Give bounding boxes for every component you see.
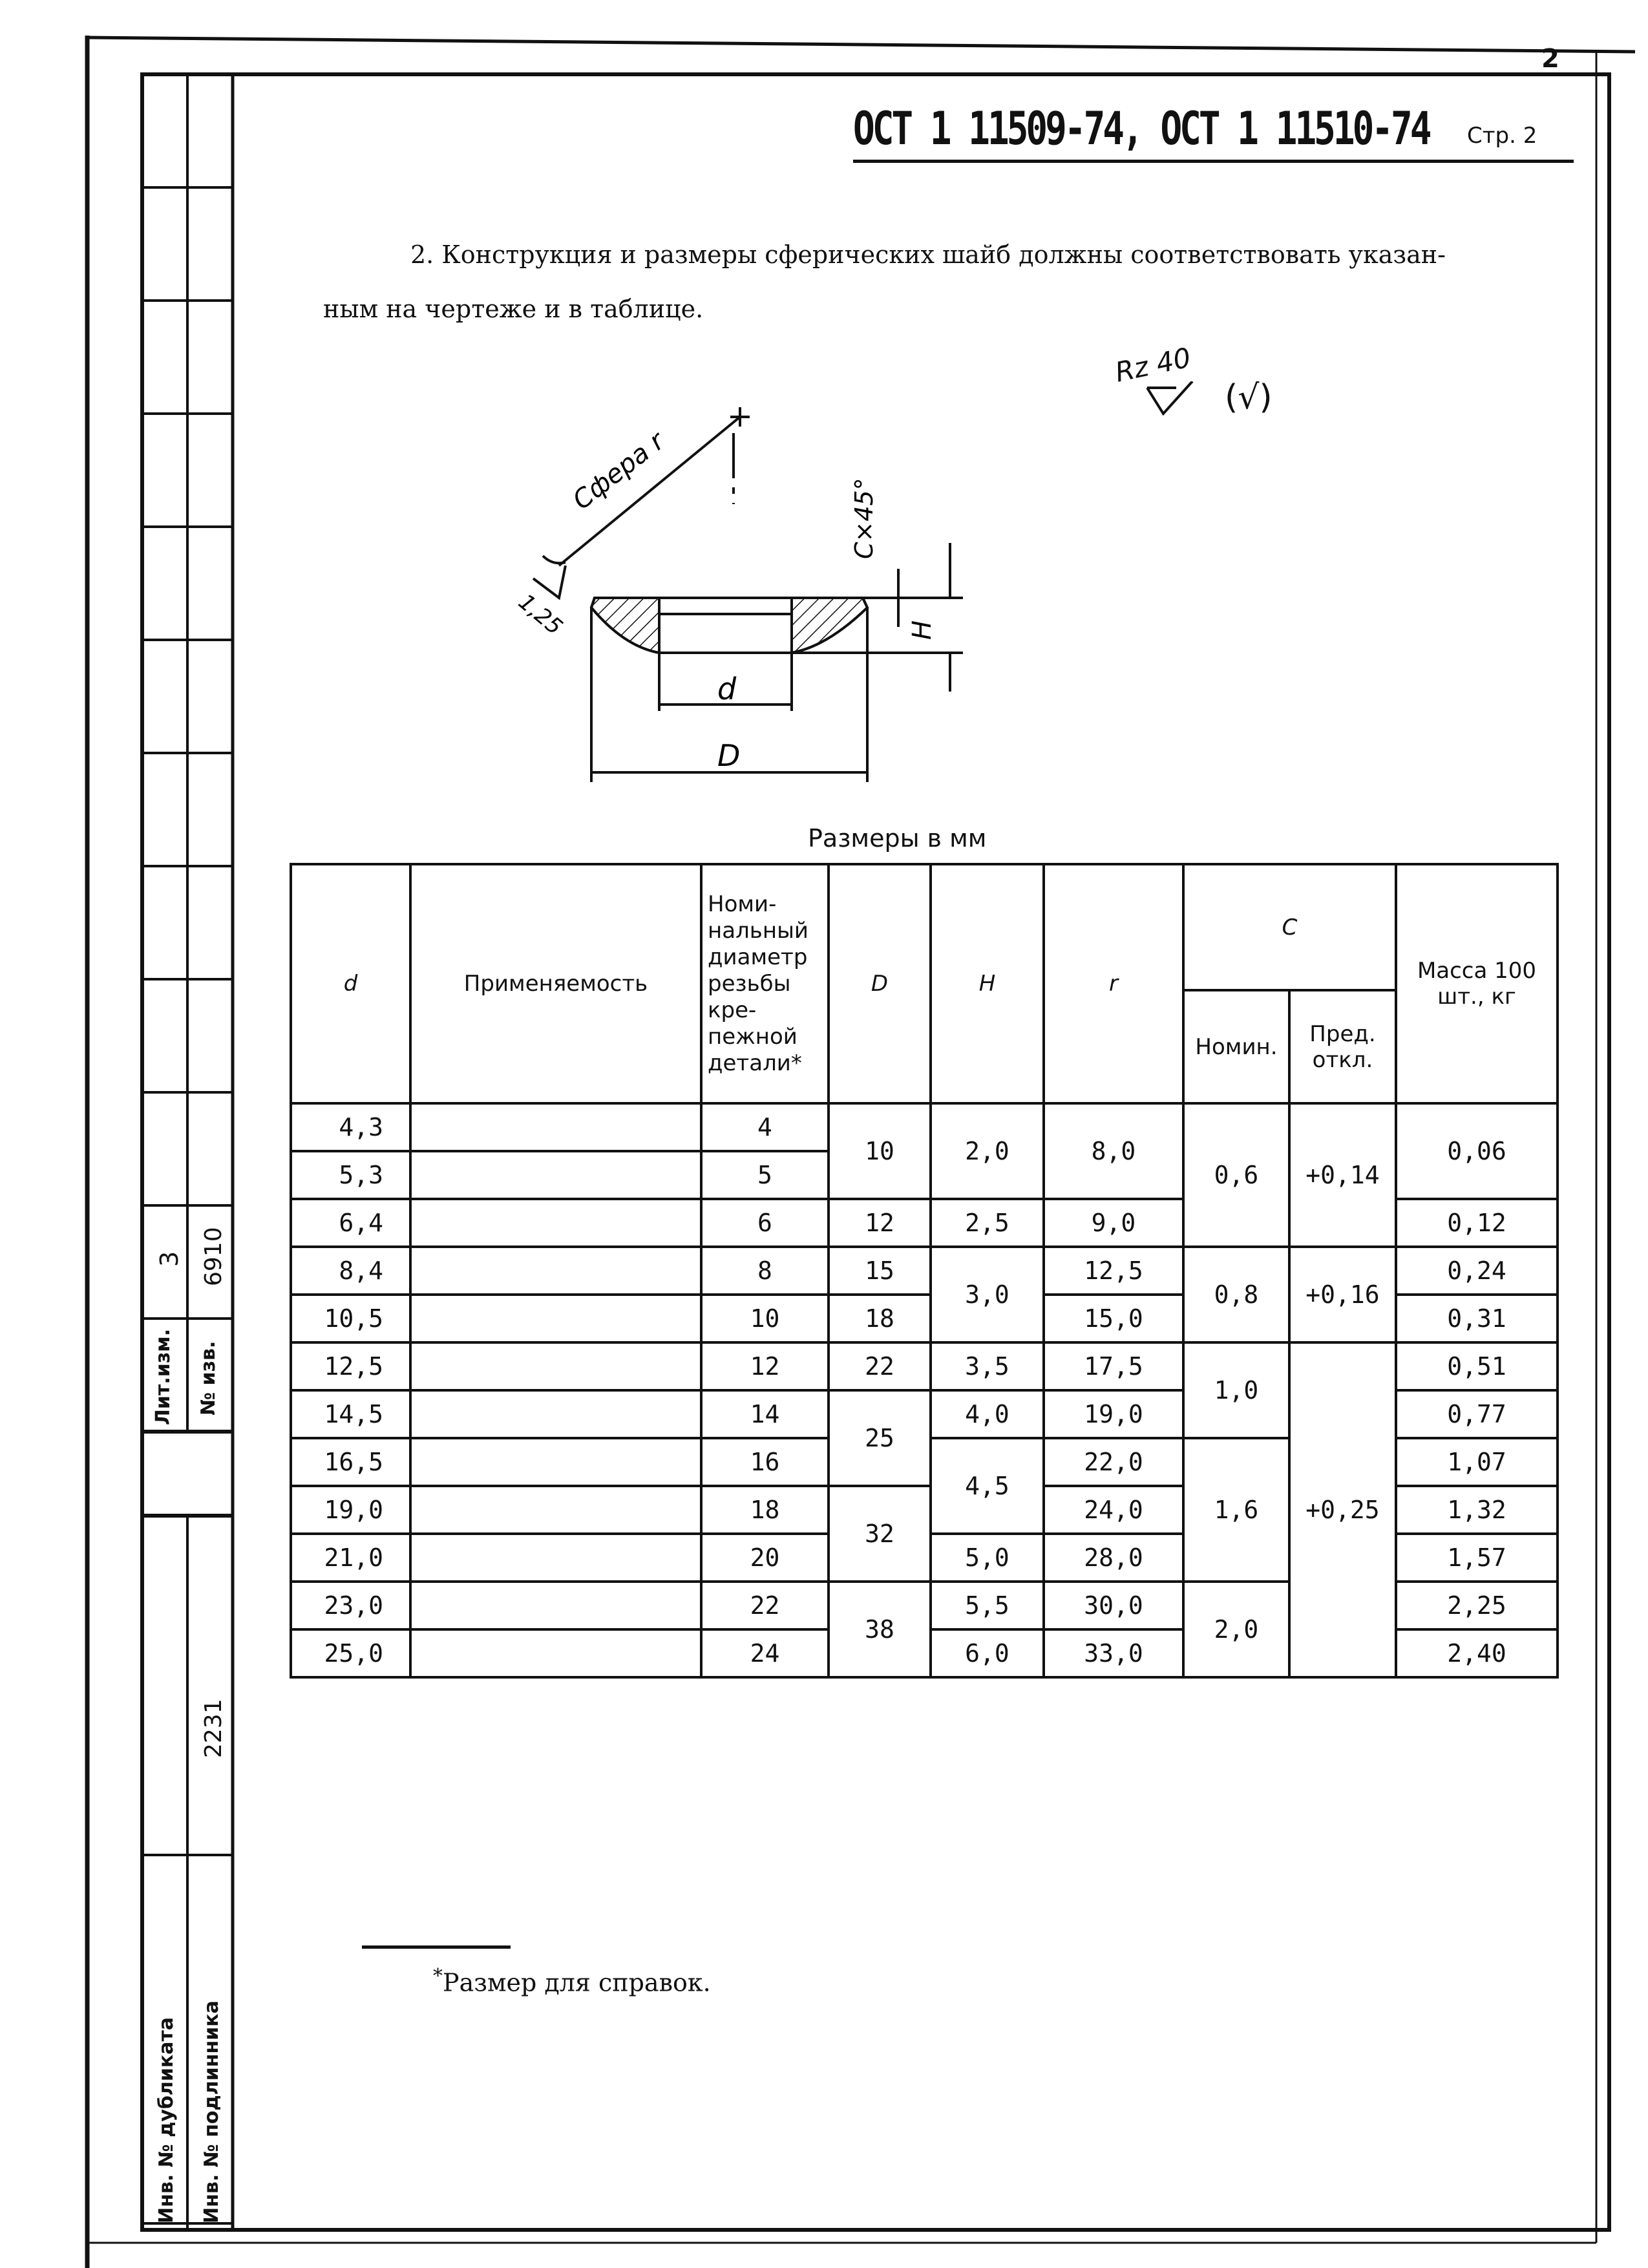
- cell-d: 10,5: [291, 1295, 410, 1342]
- roughness-triangle-icon: [1144, 381, 1196, 420]
- cell-mass: 0,51: [1396, 1342, 1558, 1390]
- paragraph-line-1: 2. Конструкция и размеры сферических шайб должны соответствовать указан-: [410, 240, 1446, 269]
- sidebar-notice-number: 6910: [200, 1227, 227, 1286]
- cell-usage: [410, 1342, 701, 1390]
- cell-usage: [410, 1295, 701, 1342]
- cell-mass: 0,24: [1396, 1247, 1558, 1295]
- cell-c: 2,0: [1183, 1582, 1289, 1677]
- cell-usage: [410, 1199, 701, 1247]
- header-r: r: [1044, 864, 1183, 1103]
- header-C-tol: Пред. откл.: [1289, 990, 1396, 1103]
- washer-drawing: [504, 401, 982, 789]
- cell-d: 4,3: [291, 1103, 410, 1151]
- cell-mass: 2,25: [1396, 1582, 1558, 1629]
- cell-H: 3,5: [931, 1342, 1044, 1390]
- surface-label: 1,25: [513, 589, 567, 641]
- cell-d: 8,4: [291, 1247, 410, 1295]
- intro-paragraph: [323, 228, 1538, 336]
- cell-usage: [410, 1247, 701, 1295]
- header-C-nom: Номин.: [1183, 990, 1289, 1103]
- footnote: [433, 1965, 711, 1997]
- header-usage: Применяемость: [410, 864, 701, 1103]
- cell-d: 21,0: [291, 1534, 410, 1582]
- table-row: [291, 1342, 1558, 1390]
- cell-c: 1,0: [1183, 1342, 1289, 1438]
- cell-r: 33,0: [1044, 1629, 1183, 1677]
- table-row: [291, 1103, 1558, 1151]
- header-d: d: [291, 864, 410, 1103]
- cell-usage: [410, 1486, 701, 1534]
- cell-usage: [410, 1390, 701, 1438]
- sidebar-change-number: 3: [155, 1251, 184, 1267]
- cell-D: 15: [829, 1247, 931, 1295]
- cell-nom: 10: [701, 1295, 829, 1342]
- cell-r: 8,0: [1044, 1103, 1183, 1199]
- cell-r: 28,0: [1044, 1534, 1183, 1582]
- paragraph-line-2: ным на чертеже и в таблице.: [323, 295, 704, 323]
- cell-d: 14,5: [291, 1390, 410, 1438]
- cell-r: 12,5: [1044, 1247, 1183, 1295]
- cell-nom: 5: [701, 1151, 829, 1199]
- cell-mass: 0,77: [1396, 1390, 1558, 1438]
- cell-nom: 22: [701, 1582, 829, 1629]
- cell-D: 25: [829, 1390, 931, 1486]
- cell-usage: [410, 1582, 701, 1629]
- cell-H: 2,0: [931, 1103, 1044, 1199]
- dimensions-table: [290, 863, 1559, 1679]
- roughness-main: Rz 40: [1112, 341, 1194, 388]
- cell-H: 4,0: [931, 1390, 1044, 1438]
- cell-r: 17,5: [1044, 1342, 1183, 1390]
- cell-c: 0,8: [1183, 1247, 1289, 1342]
- cell-tol: +0,14: [1289, 1103, 1396, 1247]
- chamfer-label: C×45°: [850, 478, 878, 559]
- cell-nom: 8: [701, 1247, 829, 1295]
- header-C: C: [1183, 864, 1396, 990]
- cell-mass: 1,32: [1396, 1486, 1558, 1534]
- cell-d: 25,0: [291, 1629, 410, 1677]
- cell-usage: [410, 1438, 701, 1486]
- cell-mass: 1,07: [1396, 1438, 1558, 1486]
- cell-r: 24,0: [1044, 1486, 1183, 1534]
- page-label: Стр. 2: [1467, 123, 1537, 149]
- D-label: D: [717, 738, 741, 773]
- sidebar-notice-label: № изв.: [197, 1341, 220, 1415]
- cell-D: 18: [829, 1295, 931, 1342]
- cell-r: 30,0: [1044, 1582, 1183, 1629]
- cell-nom: 16: [701, 1438, 829, 1486]
- cell-usage: [410, 1103, 701, 1151]
- cell-d: 19,0: [291, 1486, 410, 1534]
- cell-mass: 1,57: [1396, 1534, 1558, 1582]
- cell-D: 38: [829, 1582, 931, 1677]
- cell-nom: 14: [701, 1390, 829, 1438]
- footnote-mark: *: [433, 1965, 443, 1987]
- cell-r: 15,0: [1044, 1295, 1183, 1342]
- cell-d: 12,5: [291, 1342, 410, 1390]
- sphere-label: Сфера r: [567, 426, 670, 516]
- header-D: D: [829, 864, 931, 1103]
- cell-H: 2,5: [931, 1199, 1044, 1247]
- cell-r: 22,0: [1044, 1438, 1183, 1486]
- cell-r: 19,0: [1044, 1390, 1183, 1438]
- sidebar-dup-label: Инв. № дубликата: [155, 2017, 178, 2223]
- cell-D: 10: [829, 1103, 931, 1199]
- sidebar-lit-label: Лит.изм.: [152, 1328, 174, 1425]
- cell-nom: 6: [701, 1199, 829, 1247]
- cell-mass: 2,40: [1396, 1629, 1558, 1677]
- cell-tol: +0,16: [1289, 1247, 1396, 1342]
- cell-nom: 24: [701, 1629, 829, 1677]
- page-corner-number: 2: [1541, 44, 1559, 74]
- header-mass: Масса 100 шт., кг: [1396, 864, 1558, 1103]
- cell-H: 3,0: [931, 1247, 1044, 1342]
- cell-c: 0,6: [1183, 1103, 1289, 1247]
- cell-d: 6,4: [291, 1199, 410, 1247]
- cell-H: 4,5: [931, 1438, 1044, 1534]
- cell-nom: 18: [701, 1486, 829, 1534]
- cell-c: 1,6: [1183, 1438, 1289, 1582]
- footnote-text: Размер для справок.: [443, 1968, 711, 1997]
- header-underline: [853, 160, 1574, 163]
- cell-D: 32: [829, 1486, 931, 1582]
- cell-usage: [410, 1151, 701, 1199]
- d-label: d: [717, 672, 737, 706]
- cell-mass: 0,12: [1396, 1199, 1558, 1247]
- cell-nom: 4: [701, 1103, 829, 1151]
- table-row: [291, 1247, 1558, 1295]
- cell-H: 6,0: [931, 1629, 1044, 1677]
- cell-tol: +0,25: [1289, 1342, 1396, 1677]
- cell-d: 23,0: [291, 1582, 410, 1629]
- cell-D: 22: [829, 1342, 931, 1390]
- cell-nom: 12: [701, 1342, 829, 1390]
- table-caption: Размеры в мм: [808, 824, 987, 853]
- header-H: H: [931, 864, 1044, 1103]
- sidebar-orig-label: Инв. № подлинника: [200, 2000, 223, 2223]
- H-label: H: [907, 620, 937, 640]
- header-nominal-diameter: Номи- нальный диаметр резьбы кре- пежной детали*: [701, 864, 829, 1103]
- cell-D: 12: [829, 1199, 931, 1247]
- cell-d: 16,5: [291, 1438, 410, 1486]
- document-code: ОСТ 1 11509-74, ОСТ 1 11510-74: [853, 102, 1430, 155]
- cell-mass: 0,06: [1396, 1103, 1558, 1199]
- cell-d: 5,3: [291, 1151, 410, 1199]
- cell-nom: 20: [701, 1534, 829, 1582]
- sidebar-inv-original-number: 2231: [200, 1699, 227, 1758]
- cell-r: 9,0: [1044, 1199, 1183, 1247]
- cell-H: 5,0: [931, 1534, 1044, 1582]
- cell-H: 5,5: [931, 1582, 1044, 1629]
- roughness-rest: (√): [1225, 378, 1273, 417]
- footnote-rule: [362, 1945, 511, 1949]
- cell-usage: [410, 1534, 701, 1582]
- cell-usage: [410, 1629, 701, 1677]
- cell-mass: 0,31: [1396, 1295, 1558, 1342]
